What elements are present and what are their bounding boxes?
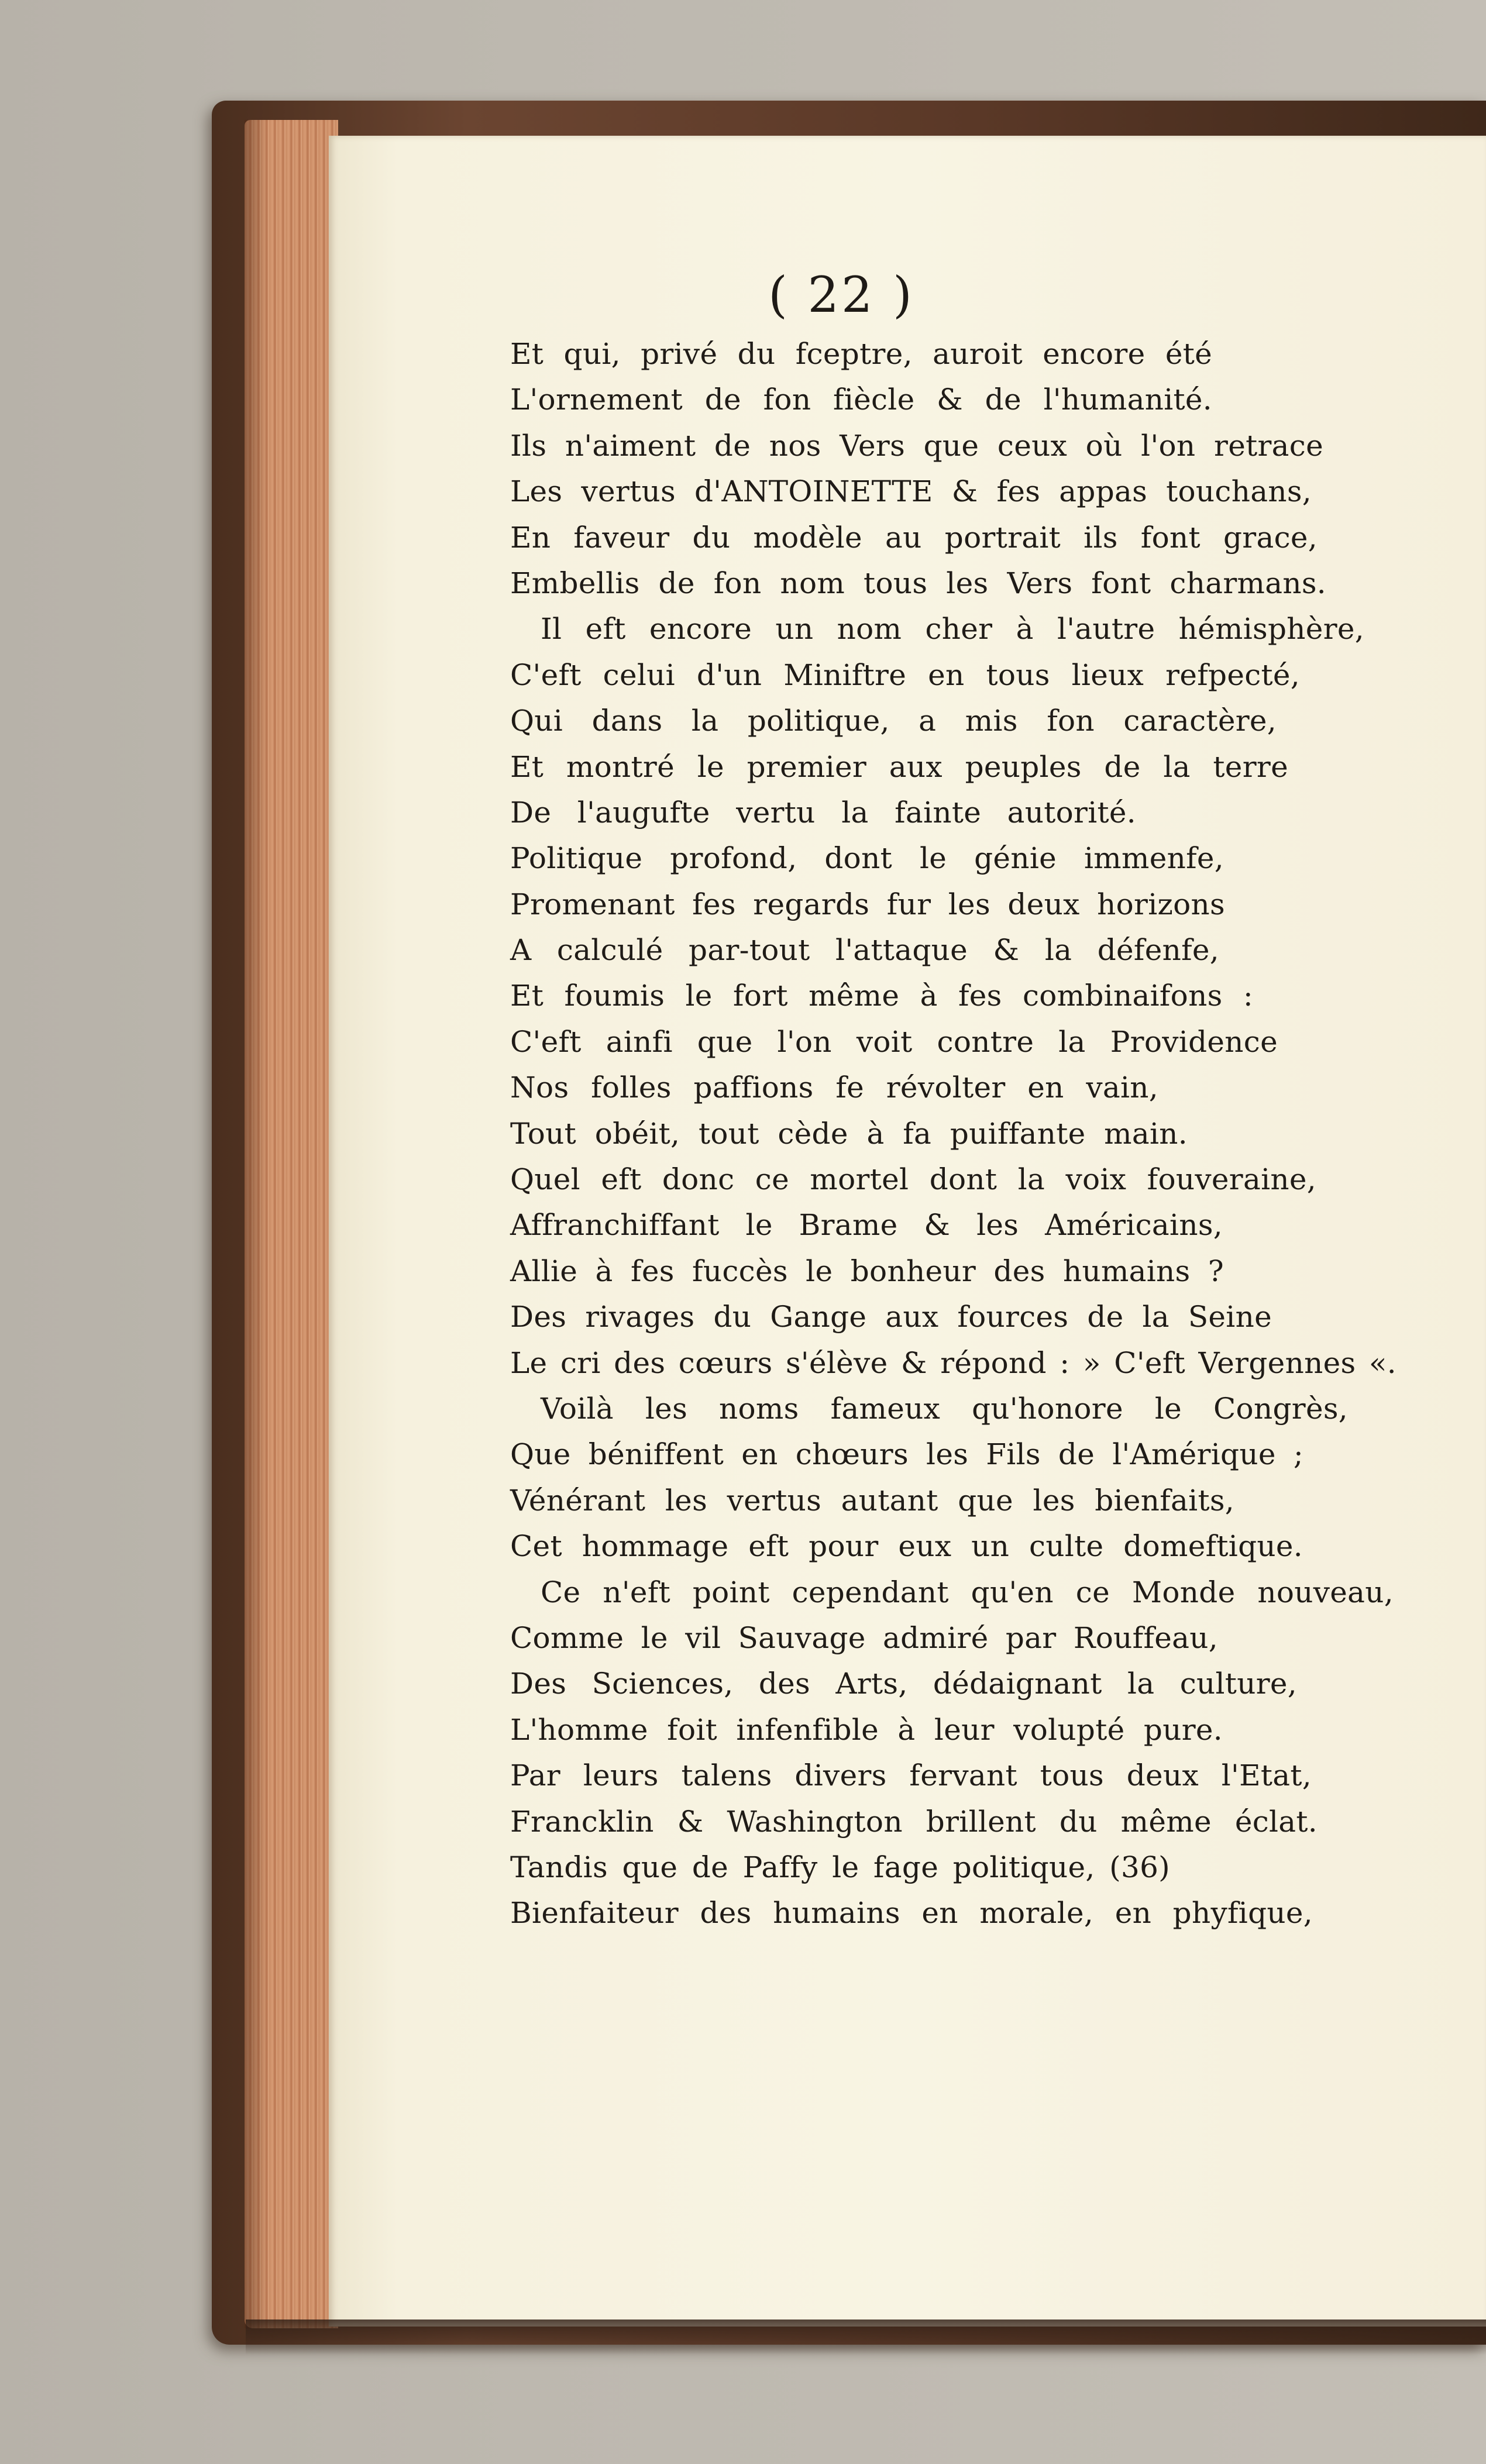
- verse-line: [510, 423, 1323, 469]
- verse-text: Tandis que de Paffy le fage politique, (36): [510, 1850, 1170, 1884]
- verse-line: [510, 1386, 1348, 1431]
- verse-text: Il eft encore un nom cher à l'autre hémisphère,: [541, 612, 1364, 646]
- verse-text: Nos folles paffions fe révolter en vain,: [510, 1071, 1158, 1105]
- verse-text: Voilà les noms fameux qu'honore le Congrès,: [541, 1391, 1348, 1426]
- edge-shadow: [245, 120, 268, 2328]
- verse-text: Promenant fes regards fur les deux horizons: [510, 887, 1225, 921]
- verse-line: [510, 1478, 1234, 1523]
- verse-line: [510, 1753, 1312, 1798]
- verse-line: [510, 1615, 1218, 1661]
- verse-line: [510, 1065, 1158, 1110]
- verse-text: Des Sciences, des Arts, dédaignant la culture,: [510, 1667, 1297, 1701]
- verse-text: Comme le vil Sauvage admiré par Rouffeau,: [510, 1620, 1218, 1655]
- verse-text: Et foumis le fort même à fes combinaifons :: [510, 979, 1253, 1013]
- verse-line: [510, 1294, 1272, 1340]
- verse-line: [510, 1157, 1316, 1202]
- verse-line: [510, 1431, 1303, 1477]
- verse-text: Qui dans la politique, a mis fon caractère,: [510, 704, 1277, 738]
- verse-line: [510, 1202, 1223, 1248]
- verse-line: [510, 1890, 1313, 1936]
- verse-text: Le cri des cœurs s'élève & répond : » C'eft Vergennes «.: [510, 1345, 1396, 1380]
- verse-line: [510, 515, 1318, 560]
- verse-line: [510, 652, 1300, 698]
- verse-text: Ils n'aiment de nos Vers que ceux où l'on retrace: [510, 428, 1323, 463]
- verse-line: [510, 835, 1224, 881]
- verse-text: Ce n'eft point cependant qu'en ce Monde nouveau,: [541, 1575, 1394, 1609]
- verse-line: [510, 1019, 1278, 1065]
- verse-line: [510, 1799, 1318, 1844]
- verse-text: Quel eft donc ce mortel dont la voix fouveraine,: [510, 1162, 1316, 1197]
- verse-line: [510, 331, 1212, 377]
- page-number: ( 22 ): [768, 266, 914, 324]
- verse-line: [510, 744, 1288, 790]
- verse-line: [510, 1523, 1303, 1569]
- verse-text: En faveur du modèle au portrait ils font grace,: [510, 520, 1318, 555]
- verse-text: Cet hommage eft pour eux un culte domeftique.: [510, 1529, 1303, 1564]
- verse-line: [510, 698, 1277, 744]
- verse-text: Affranchiffant le Brame & les Américains,: [510, 1208, 1223, 1243]
- verse-line: [510, 606, 1364, 652]
- verse-line: [510, 973, 1253, 1018]
- verse-line: [510, 927, 1219, 973]
- verse-text: De l'augufte vertu la fainte autorité.: [510, 795, 1136, 830]
- binding-shadow: [246, 2320, 1486, 2355]
- verse-text: Politique profond, dont le génie immenfe,: [510, 841, 1224, 876]
- verse-line: [510, 790, 1136, 835]
- verse-text: Et qui, privé du fceptre, auroit encore été: [510, 337, 1212, 371]
- verse-line: [510, 1661, 1297, 1706]
- verse-text: Et montré le premier aux peuples de la terre: [510, 749, 1288, 784]
- verse-text: A calculé par-tout l'attaque & la défenfe,: [510, 933, 1219, 968]
- verse-line: [510, 1844, 1170, 1890]
- verse-text: Vénérant les vertus autant que les bienfaits,: [510, 1483, 1234, 1517]
- verse-text: Francklin & Washington brillent du même éclat.: [510, 1804, 1318, 1839]
- verse-line: [510, 1111, 1188, 1157]
- verse-line: [510, 560, 1326, 606]
- verse-text: Les vertus d'ANTOINETTE & fes appas touchans,: [510, 474, 1312, 509]
- verse-text: Des rivages du Gange aux fources de la Seine: [510, 1300, 1272, 1334]
- verse-line: [510, 1570, 1394, 1615]
- verse-text: Bienfaiteur des humains en morale, en phyfique,: [510, 1896, 1313, 1930]
- verse-line: [510, 1248, 1224, 1294]
- verse-text: Que béniffent en chœurs les Fils de l'Amérique ;: [510, 1437, 1303, 1472]
- verse-text: C'eft celui d'un Miniftre en tous lieux refpecté,: [510, 658, 1300, 692]
- verse-line: [510, 469, 1312, 514]
- verse-line: [510, 1340, 1396, 1386]
- verse-text: Tout obéit, tout cède à fa puiffante main.: [510, 1116, 1188, 1151]
- poem-text: [510, 331, 1399, 1936]
- verse-line: [510, 1707, 1223, 1753]
- verse-text: Allie à fes fuccès le bonheur des humains ?: [510, 1254, 1224, 1288]
- verse-text: Par leurs talens divers fervant tous deux l'Etat,: [510, 1758, 1312, 1793]
- verse-text: L'homme foit infenfible à leur volupté pure.: [510, 1712, 1223, 1747]
- verse-text: C'eft ainfi que l'on voit contre la Providence: [510, 1024, 1278, 1059]
- verse-line: [510, 377, 1212, 422]
- verse-line: [510, 882, 1225, 927]
- verse-text: L'ornement de fon fiècle & de l'humanité.: [510, 383, 1212, 417]
- verse-text: Embellis de fon nom tous les Vers font charmans.: [510, 566, 1326, 600]
